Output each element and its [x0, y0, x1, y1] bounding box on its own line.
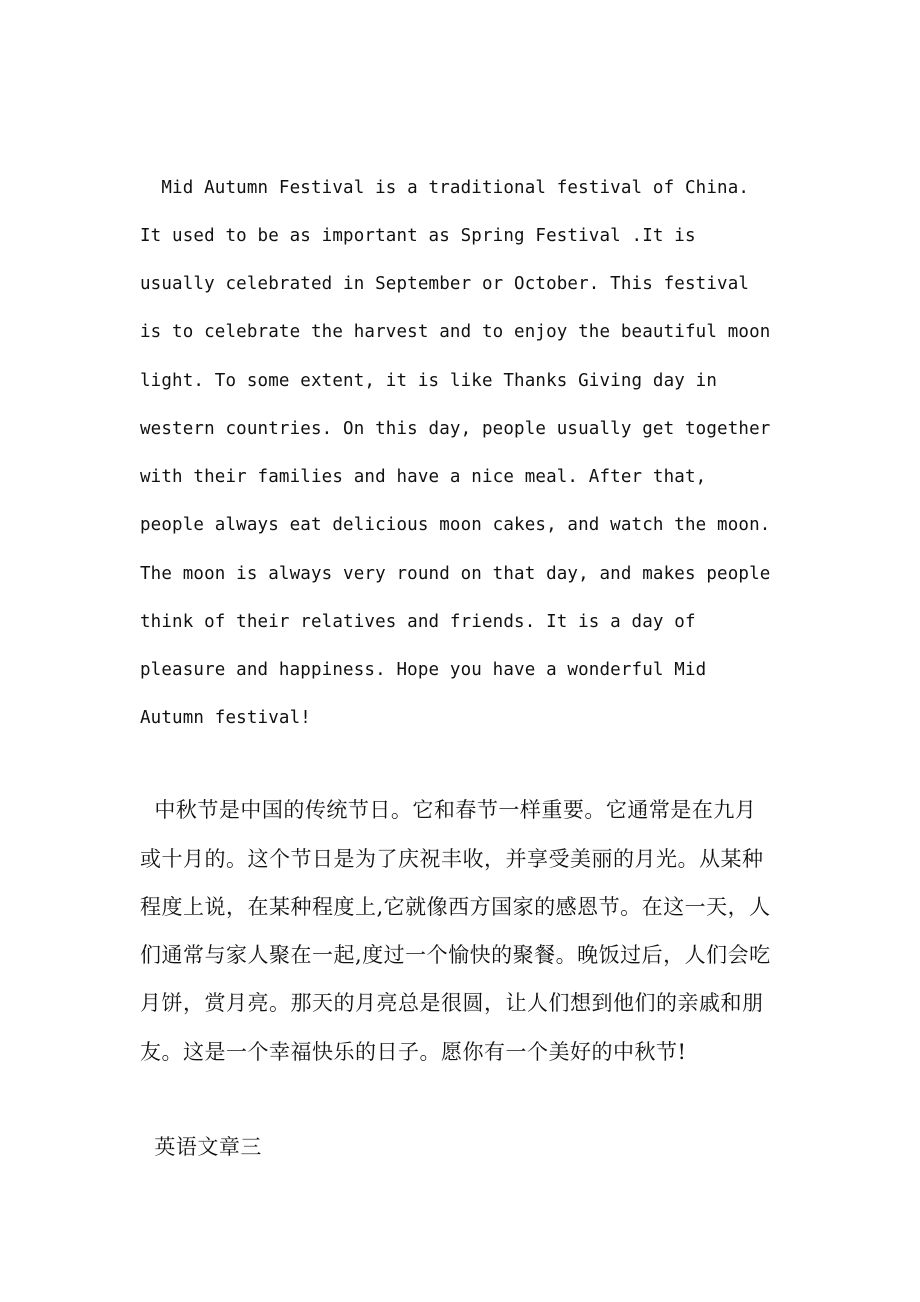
text-line: western countries. On this day, people usually get together — [140, 419, 771, 439]
text-line: 友。这是一个幸福快乐的日子。愿你有一个美好的中秋节! — [140, 1040, 687, 1064]
text-line: light. To some extent, it is like Thanks Giving day in — [140, 371, 718, 391]
text-line: with their families and have a nice meal. After that, — [140, 467, 707, 487]
text-line: 们通常与家人聚在一起,度过一个愉快的聚餐。晚饭过后，人们会吃 — [140, 943, 771, 967]
text-line: 中秋节是中国的传统节日。它和春节一样重要。它通常是在九月 — [140, 798, 757, 822]
text-line: think of their relatives and friends. It is a day of — [140, 612, 696, 632]
text-line: 程度上说，在某种程度上,它就像西方国家的感恩节。在这一天，人 — [140, 895, 771, 919]
text-line: The moon is always very round on that day, and makes people — [140, 564, 771, 584]
text-line: 月饼，赏月亮。那天的月亮总是很圆，让人们想到他们的亲戚和朋 — [140, 991, 764, 1015]
text-line: Autumn festival! — [140, 708, 311, 728]
section-heading: 英语文章三 — [140, 1135, 262, 1159]
text-line: It used to be as important as Spring Festival .It is — [140, 226, 696, 246]
text-line: is to celebrate the harvest and to enjoy the beautiful moon — [140, 322, 771, 342]
text-line: usually celebrated in September or October. This festival — [140, 274, 750, 294]
text-line: Mid Autumn Festival is a traditional festival of China. — [140, 178, 750, 198]
text-line: people always eat delicious moon cakes, and watch the moon. — [140, 515, 771, 535]
text-line: 或十月的。这个节日是为了庆祝丰收，并享受美丽的月光。从某种 — [140, 847, 764, 871]
text-line: pleasure and happiness. Hope you have a wonderful Mid — [140, 660, 707, 680]
